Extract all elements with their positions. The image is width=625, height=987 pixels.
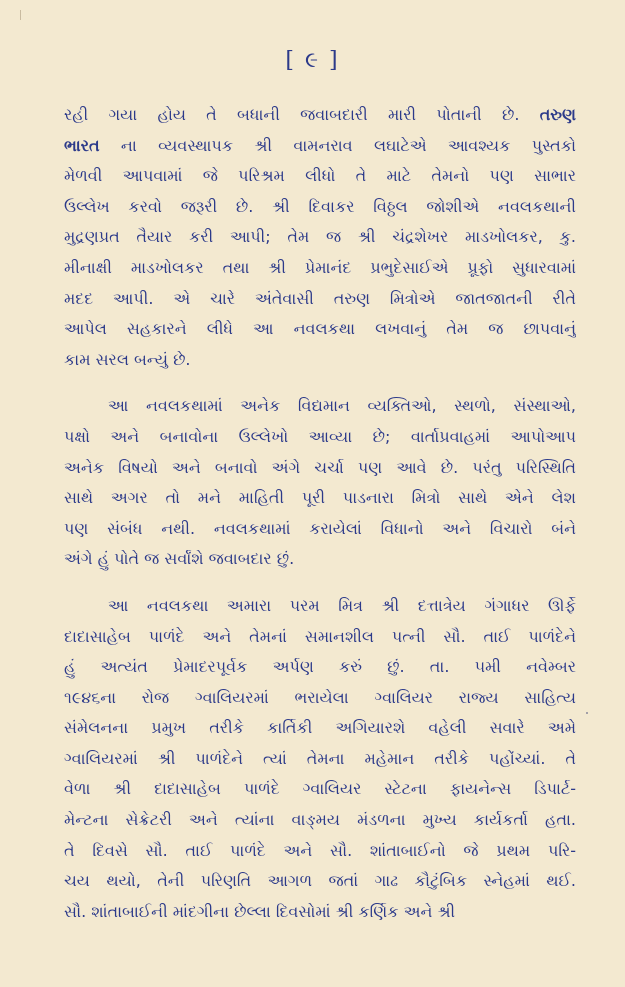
text-segment: મુદ્રણપ્રત તૈયાર કરી આપી; તેમ જ શ્રી ચંદ્રશેખર માડખોલકર, કુ. [64,227,576,247]
text-segment: અંગે હું પોતે જ સર્વાંશે જવાબદાર છું. [64,549,295,569]
text-line [64,192,576,223]
text-segment: ગ્વાલિયરમાં શ્રી પાળંદેને ત્યાં તેમના મહેમાન તરીકે પહોંચ્યાં. તે [64,748,576,768]
page-number: [ ૯ ] [285,48,340,73]
text-line [64,805,576,836]
text-line [64,514,576,545]
text-segment: તે દિવસે સૌ. તાઈ પાળંદે અને સૌ. શાંતાબાઈનો જે પ્રથમ પરિ- [64,840,576,860]
text-segment: આ નવલકથા અમારા પરમ મિત્ર શ્રી દત્તાત્રેય ગંગાધર ઊર્ફે [108,595,576,615]
paragraph [64,100,576,375]
text-segment: સંમેલનના પ્રમુખ તરીકે કાર્તિકી અગિયારશે વહેલી સવારે અમે [64,718,576,738]
text-line [64,131,576,162]
text-segment: અનેક વિષયો અને બનાવો અંગે ચર્ચા પણ આવે છે. પરંતુ પરિસ્થિતિ [64,457,576,477]
text-segment: ઉલ્લેખ કરવો જરૂરી છે. શ્રી દિવાકર વિઠ્ઠલ જોશીએ નવલકથાની [64,196,576,216]
text-line [64,222,576,253]
text-segment: આપેલ સહકારને લીધે આ નવલકથા લખવાનું તેમ જ છાપવાનું [64,319,576,339]
text-segment: ૧૯૪૬ના રોજ ગ્વાલિયરમાં ભરાયેલા ગ્વાલિયર રાજ્ય સાહિત્ય [64,687,576,707]
text-line [64,836,576,867]
text-line [64,591,576,622]
text-line [64,100,576,131]
text-line [64,622,576,653]
text-line [64,544,576,575]
page-edge-mark [20,10,21,20]
paragraph [64,591,576,928]
text-segment: ના વ્યવસ્થાપક શ્રી વામનરાવ લઘાટેએ આવશ્યક પુસ્તકો [99,135,576,155]
text-segment: મેળવી આપવામાં જે પરિશ્રમ લીધો તે માટે તેમનો પણ સાભાર [64,166,576,186]
text-segment: કામ સરલ બન્યું છે. [64,349,191,369]
text-segment: પક્ષો અને બનાવોના ઉલ્લેખો આવ્યા છે; વાર્તાપ્રવાહમાં આપોઆપ [64,426,576,446]
text-segment: મીનાક્ષી માડખોલકર તથા શ્રી પ્રેમાનંદ પ્રભુદેસાઈએ પ્રૂફો સુધારવામાં [64,257,576,277]
text-segment: હું અત્યંત પ્રેમાદરપૂર્વક અર્પણ કરું છું. તા. ૫મી નવેમ્બર [64,657,576,677]
text-line [64,713,576,744]
text-segment: મેન્ટના સેક્રેટરી અને ત્યાંના વાઙ્મય મંડળના મુખ્ય કાર્યકર્તા હતા. [64,810,576,830]
bold-text: ભારત [64,135,100,155]
text-line [64,453,576,484]
text-segment: સૌ. શાંતાબાઈની માંદગીના છેલ્લા દિવસોમાં શ્રી કર્ણિક અને શ્રી [64,901,456,921]
text-line [64,253,576,284]
text-segment: રહી ગયા હોય તે બધાની જવાબદારી મારી પોતાની છે. [64,105,540,124]
bold-text: તરુણ [539,105,576,124]
text-segment: વેળા શ્રી દાદાસાહેબ પાળંદે ગ્વાલિયર સ્ટેટના ફાયનેન્સ ડિપાર્ટ- [64,779,576,799]
text-line [64,284,576,315]
text-line [64,744,576,775]
text-segment: સાથે અગર તો મને માહિતી પૂરી પાડનારા મિત્રો સાથે એને લેશ [64,488,576,508]
text-line [64,897,576,928]
text-segment: દાદાસાહેબ પાળંદે અને તેમનાં સમાનશીલ પત્ની સૌ. તાઈ પાળંદેને [64,626,576,646]
text-line [64,683,576,714]
text-line [64,652,576,683]
body-text [64,100,576,943]
text-line [64,866,576,897]
text-line [64,483,576,514]
text-line [64,422,576,453]
paragraph [64,391,576,575]
text-segment: ચય થયો, તેની પરિણતિ આગળ જતાં ગાઢ કૌટુંબિક સ્નેહમાં થઈ. [64,871,576,891]
text-line [64,774,576,805]
text-segment: આ નવલકથામાં અનેક વિદ્યમાન વ્યક્તિઓ, સ્થળો, સંસ્થાઓ, [108,396,576,416]
text-line [64,161,576,192]
text-line [64,345,576,376]
text-line [64,314,576,345]
text-line [64,391,576,422]
ink-speck [586,712,588,714]
text-segment: પણ સંબંધ નથી. નવલકથામાં કરાયેલાં વિધાનો અને વિચારો બંને [64,518,576,538]
text-segment: મદદ આપી. એ ચારે અંતેવાસી તરુણ મિત્રોએ જાતજાતની રીતે [64,288,576,308]
